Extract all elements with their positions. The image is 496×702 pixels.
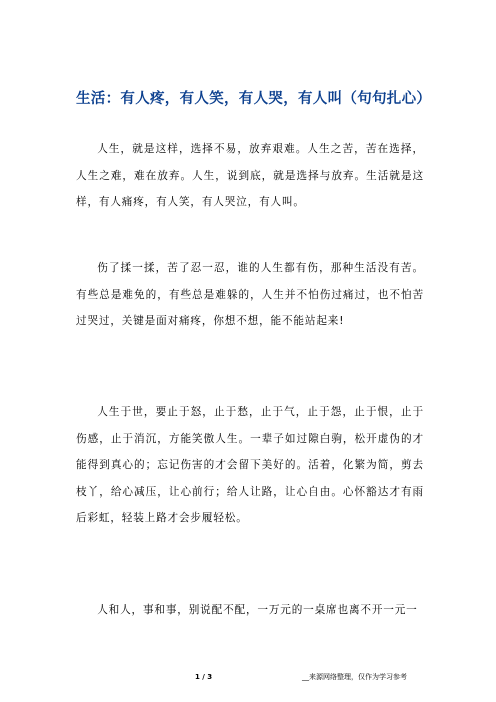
paragraph-2: 伤了揉一揉，苦了忍一忍，谁的人生都有伤，那种生活没有苦。有些总是难免的，有些总是难躲的，人生并不怕伤过痛过，也不怕苦过哭过，关键是面对痛疼，你想不想，能不能站起来!	[76, 262, 424, 327]
paragraph-4: 人和人，事和事，别说配不配，一万元的一桌席也离不开一元一	[97, 604, 418, 616]
paragraph-1: 人生，就是这样，选择不易，放弃艰难。人生之苦，苦在选择，人生之难，难在放弃。人生，说到底，就是选择与放弃。生活就是这样，有人痛疼，有人笑，有人哭泣，有人叫。	[76, 143, 424, 208]
page-number: 1 / 3	[195, 673, 213, 681]
paragraph-3: 人生于世，要止于怒，止于愁，止于气，止于怨，止于恨，止于伤感，止于消沉，方能笑傲人生。一辈子如过隙白驹，松开虚伪的才能得到真心的；忘记伤害的才会留下美好的。活着，化繁为简，剪去枝丫，给心减压，让心前行；给人让路，让心自由。心怀豁达才有雨后彩虹，轻装上路才会步履轻松。	[76, 406, 424, 524]
page-title: 生活：有人疼，有人笑，有人哭，有人叫（句句扎心）	[76, 91, 432, 107]
source-note: __来源网络整理，仅作为学习参考	[302, 673, 407, 681]
